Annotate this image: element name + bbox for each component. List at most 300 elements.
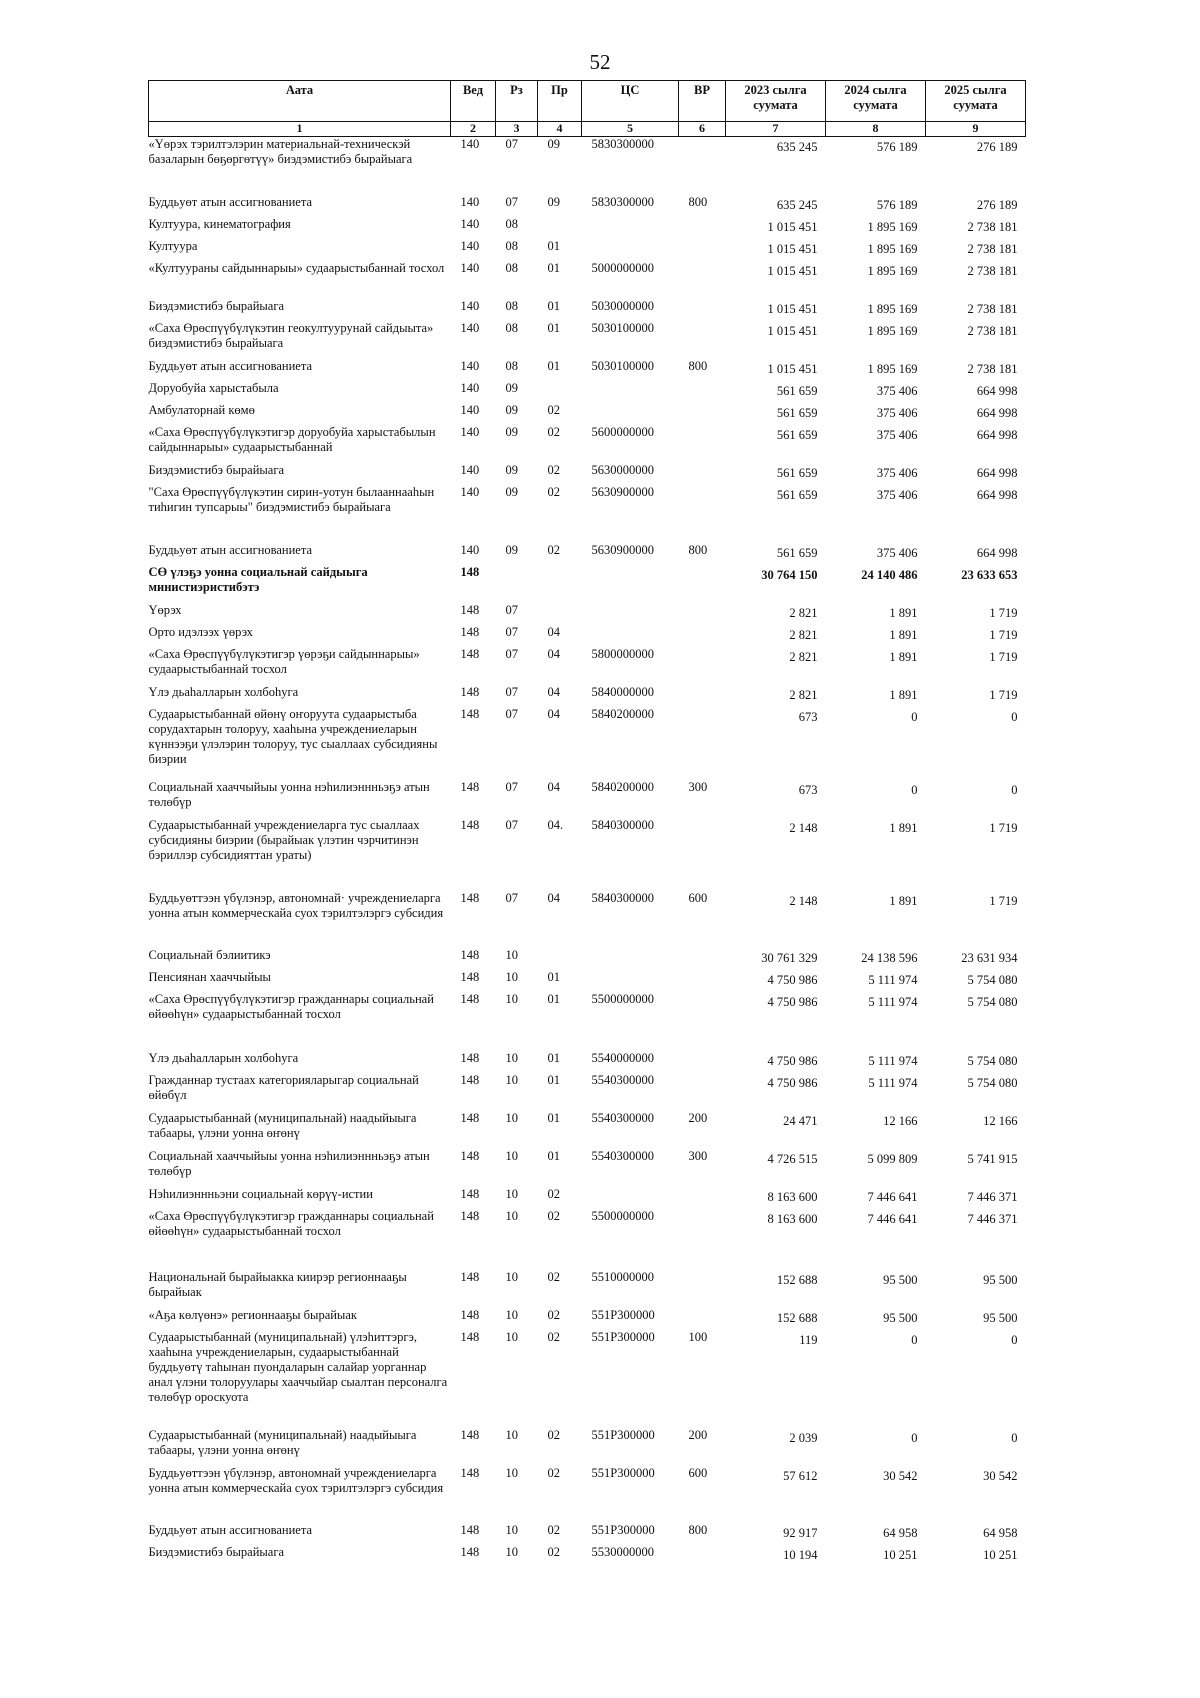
table-row: [149, 891, 1026, 948]
header-pr: Пр: [538, 81, 582, 122]
cell-y2024: 1 891: [889, 821, 918, 835]
cell-vr: [679, 321, 726, 359]
cell-cs: 5830300000: [591, 195, 654, 209]
cell-name: Буддьуөт атын ассигнованиета: [148, 195, 313, 209]
cell-cs: 5030100000: [591, 359, 654, 373]
cell-ved: 148: [460, 948, 480, 962]
table-row: [149, 261, 1026, 299]
cell-y2024: 576 189: [876, 198, 918, 212]
table-row: [149, 1308, 1026, 1330]
cell-pr: 04: [547, 647, 560, 661]
cell-cs: 5500000000: [591, 992, 654, 1006]
cell-name: Национальнай бырайыакка киирэр регионнааҕы бырайыак: [148, 1270, 407, 1299]
cell-pr: 02: [547, 485, 560, 499]
cell-ved: 148: [460, 818, 480, 832]
cell-y2025: 23 631 934: [961, 951, 1018, 965]
cell-vr: [679, 818, 726, 891]
cell-cs: 551P300000: [591, 1523, 655, 1537]
table-row: [149, 543, 1026, 565]
cell-y2025: 5 754 080: [967, 995, 1018, 1009]
cell-ved: 148: [460, 1073, 480, 1087]
table-row: [149, 818, 1026, 891]
cell-y2023: 2 148: [789, 894, 818, 908]
cell-pr: 01: [547, 359, 560, 373]
cell-vr: [679, 463, 726, 485]
cell-name: Култуура: [148, 239, 198, 253]
cell-y2024: 375 406: [876, 406, 918, 420]
cell-y2025: 5 754 080: [967, 1054, 1018, 1068]
cell-cs: 5030000000: [591, 299, 654, 313]
header-2024: 2024 сылга суумата: [826, 81, 926, 122]
table-row: [149, 463, 1026, 485]
cell-pr: 01: [547, 970, 560, 984]
cell-rz: 07: [505, 707, 518, 721]
table-row: [149, 1111, 1026, 1149]
cell-cs: 5540000000: [591, 1051, 654, 1065]
table-row: [149, 485, 1026, 543]
cell-y2025: 664 998: [976, 384, 1018, 398]
table-row: [149, 707, 1026, 780]
cell-pr: 01: [547, 1111, 560, 1125]
cell-name: Үлэ дьаһалларын холбоһуга: [148, 1051, 299, 1065]
header-ved: Вед: [451, 81, 496, 122]
cell-rz: 08: [505, 217, 518, 231]
cell-pr: 02: [547, 1270, 560, 1284]
cell-vr: [679, 403, 726, 425]
cell-y2023: 1 015 451: [767, 324, 818, 338]
cell-pr: 01: [547, 1073, 560, 1087]
cell-rz: 07: [505, 818, 518, 832]
table-row: [149, 381, 1026, 403]
cell-cs: [582, 565, 679, 603]
cell-name: «Саха Өрөспүүбүлүкэтигэр гражданнары социальнай өйөөһүн» судаарыстыбаннай тосхол: [148, 992, 434, 1021]
cell-rz: 07: [505, 891, 518, 905]
cell-rz: 10: [505, 1330, 518, 1344]
cell-pr: 02: [547, 1330, 560, 1344]
cell-vr: 200: [688, 1111, 708, 1125]
cell-pr: 04.: [547, 818, 564, 832]
cell-y2024: 7 446 641: [867, 1190, 918, 1204]
cell-y2024: 375 406: [876, 428, 918, 442]
cell-pr: 02: [547, 1308, 560, 1322]
cell-y2023: 4 750 986: [767, 1076, 818, 1090]
cell-vr: [679, 1545, 726, 1567]
cell-cs: 5500000000: [591, 1209, 654, 1223]
cell-name: Социальнай бэлиитикэ: [148, 948, 271, 962]
cell-ved: 140: [460, 425, 480, 439]
header-cs: ЦС: [582, 81, 679, 122]
cell-pr: 02: [547, 1428, 560, 1442]
cell-cs: [582, 239, 679, 261]
cell-y2023: 1 015 451: [767, 264, 818, 278]
cell-vr: [679, 137, 726, 196]
cell-cs: 5540300000: [591, 1149, 654, 1163]
cell-y2024: 1 895 169: [867, 264, 918, 278]
cell-y2025: 1 719: [989, 628, 1018, 642]
cell-y2023: 8 163 600: [767, 1212, 818, 1226]
cell-y2023: 4 726 515: [767, 1152, 818, 1166]
cell-vr: [679, 1308, 726, 1330]
cell-vr: [679, 1187, 726, 1209]
cell-y2023: 24 471: [783, 1114, 818, 1128]
cell-y2023: 4 750 986: [767, 1054, 818, 1068]
cell-vr: 800: [688, 543, 708, 557]
cell-rz: 07: [505, 685, 518, 699]
cell-y2025: 664 998: [976, 546, 1018, 560]
cell-name: Амбулаторнай көмө: [148, 403, 255, 417]
cell-y2024: 1 895 169: [867, 324, 918, 338]
cell-rz: 09: [505, 425, 518, 439]
cell-rz: 10: [505, 948, 518, 962]
cell-y2025: 2 738 181: [967, 324, 1018, 338]
cell-rz: 09: [505, 381, 518, 395]
cell-pr: 04: [547, 685, 560, 699]
cell-vr: [679, 239, 726, 261]
cell-y2023: 635 245: [776, 198, 818, 212]
cell-cs: [582, 1187, 679, 1209]
cell-pr: [538, 217, 582, 239]
cell-rz: 10: [505, 1428, 518, 1442]
cell-name: Нэһилиэннньэни социальнай көрүү-истии: [148, 1187, 373, 1201]
cell-rz: 08: [505, 359, 518, 373]
cell-y2024: 1 891: [889, 650, 918, 664]
cell-name: СӨ үлэҕэ уонна социальнай сайдыыга министиэристибэтэ: [148, 565, 368, 594]
cell-ved: 148: [460, 1149, 480, 1163]
cell-y2025: 5 754 080: [967, 1076, 1018, 1090]
cell-cs: 551P300000: [591, 1466, 655, 1480]
table-row: [149, 217, 1026, 239]
cell-name: «Саха Өрөспүүбүлүкэтигэр үөрэҕи сайдыннарыы» судаарыстыбаннай тосхол: [148, 647, 420, 676]
cell-rz: 09: [505, 403, 518, 417]
cell-y2023: 2 821: [789, 688, 818, 702]
cell-ved: 140: [460, 299, 480, 313]
cell-cs: [582, 403, 679, 425]
cell-y2023: 561 659: [776, 428, 818, 442]
table-row: [149, 137, 1026, 196]
cell-rz: 08: [505, 239, 518, 253]
cell-cs: [582, 948, 679, 970]
cell-cs: [582, 603, 679, 625]
cell-rz: 07: [505, 137, 518, 151]
cell-y2023: 1 015 451: [767, 220, 818, 234]
cell-ved: 148: [460, 625, 480, 639]
cell-vr: 300: [688, 780, 708, 794]
cell-y2024: 1 891: [889, 894, 918, 908]
cell-y2023: 30 761 329: [761, 951, 818, 965]
cell-rz: 07: [505, 780, 518, 794]
table-row: [149, 1330, 1026, 1428]
cell-y2024: 5 099 809: [867, 1152, 918, 1166]
cell-pr: 02: [547, 543, 560, 557]
cell-y2024: 1 891: [889, 688, 918, 702]
cell-rz: 10: [505, 1270, 518, 1284]
cell-name: «Саха Өрөспүүбүлүкэтигэр гражданнары социальнай өйөөһүн» судаарыстыбаннай тосхол: [148, 1209, 434, 1238]
cell-y2024: 0: [911, 783, 918, 797]
cell-ved: 148: [460, 891, 480, 905]
cell-vr: [679, 299, 726, 321]
cell-y2025: 0: [1011, 710, 1018, 724]
cell-vr: [679, 565, 726, 603]
cell-y2024: 95 500: [883, 1273, 918, 1287]
cell-cs: 5840300000: [591, 891, 654, 905]
cell-y2023: 92 917: [783, 1526, 818, 1540]
cell-cs: 551P300000: [591, 1428, 655, 1442]
cell-ved: 148: [460, 1545, 480, 1559]
cell-y2025: 2 738 181: [967, 302, 1018, 316]
table-row: [149, 565, 1026, 603]
cell-pr: 09: [547, 137, 560, 151]
cell-name: Биэдэмистибэ бырайыага: [148, 463, 285, 477]
column-number: 5: [582, 122, 679, 137]
cell-ved: 148: [460, 647, 480, 661]
column-number: 7: [726, 122, 826, 137]
column-number: 8: [826, 122, 926, 137]
cell-name: Судаарыстыбаннай (муниципальнай) наадыйыыга табаары, үлэни уонна өҥөнү: [148, 1428, 417, 1457]
table-row: [149, 992, 1026, 1051]
cell-y2024: 5 111 974: [868, 1054, 918, 1068]
cell-cs: 551P300000: [591, 1330, 655, 1344]
cell-y2024: 375 406: [876, 546, 918, 560]
cell-name: Орто идэлээх үөрэх: [148, 625, 253, 639]
cell-y2024: 375 406: [876, 488, 918, 502]
cell-cs: 5840000000: [591, 685, 654, 699]
cell-y2025: 0: [1011, 783, 1018, 797]
cell-y2023: 1 015 451: [767, 362, 818, 376]
cell-rz: 07: [505, 625, 518, 639]
cell-ved: 148: [460, 970, 480, 984]
cell-y2025: 0: [1011, 1333, 1018, 1347]
cell-vr: [679, 1270, 726, 1308]
cell-vr: 600: [688, 1466, 708, 1480]
cell-name: Пенсиянан хааччыйыы: [148, 970, 271, 984]
header-name: Аата: [149, 81, 451, 122]
table-row: [149, 425, 1026, 463]
header-vr: ВР: [679, 81, 726, 122]
cell-pr: [538, 948, 582, 970]
cell-name: "Саха Өрөспүүбүлүкэтин сирин-уотун былааннааһын тиһигин тупсарыы" биэдэмистибэ бырайыага: [148, 485, 435, 514]
cell-y2023: 561 659: [776, 384, 818, 398]
cell-y2023: 4 750 986: [767, 995, 818, 1009]
cell-vr: 800: [688, 195, 708, 209]
cell-name: Социальнай хааччыйыы уонна нэһилиэннньэҕэ атын төлөбүр: [148, 780, 430, 809]
cell-vr: 300: [688, 1149, 708, 1163]
table-row: [149, 685, 1026, 707]
cell-y2025: 664 998: [976, 406, 1018, 420]
cell-rz: 10: [505, 992, 518, 1006]
cell-y2025: 5 741 915: [967, 1152, 1018, 1166]
cell-name: Биэдэмистибэ бырайыага: [148, 1545, 285, 1559]
cell-cs: [582, 970, 679, 992]
cell-pr: 04: [547, 625, 560, 639]
cell-y2024: 24 138 596: [861, 951, 918, 965]
cell-y2025: 664 998: [976, 428, 1018, 442]
cell-vr: [679, 707, 726, 780]
cell-vr: [679, 485, 726, 543]
cell-y2024: 95 500: [883, 1311, 918, 1325]
cell-y2025: 0: [1011, 1431, 1018, 1445]
cell-cs: 5840200000: [591, 780, 654, 794]
cell-pr: 01: [547, 299, 560, 313]
cell-y2025: 5 754 080: [967, 973, 1018, 987]
table-row: [149, 647, 1026, 685]
cell-ved: 148: [460, 603, 480, 617]
cell-y2025: 664 998: [976, 466, 1018, 480]
cell-y2023: 10 194: [783, 1548, 818, 1562]
cell-y2025: 10 251: [983, 1548, 1018, 1562]
cell-ved: 148: [460, 1051, 480, 1065]
cell-y2023: 2 821: [789, 606, 818, 620]
cell-rz: 07: [505, 603, 518, 617]
cell-y2025: 1 719: [989, 688, 1018, 702]
cell-y2024: 375 406: [876, 384, 918, 398]
cell-y2025: 95 500: [983, 1311, 1018, 1325]
cell-pr: [538, 565, 582, 603]
cell-ved: 148: [460, 780, 480, 794]
cell-name: «Култуураны сайдыннарыы» судаарыстыбаннай тосхол: [148, 261, 445, 275]
cell-y2025: 30 542: [983, 1469, 1018, 1483]
cell-pr: 01: [547, 239, 560, 253]
cell-rz: 10: [505, 970, 518, 984]
cell-ved: 140: [460, 321, 480, 335]
table-row: [149, 1149, 1026, 1187]
cell-vr: [679, 603, 726, 625]
cell-vr: [679, 381, 726, 403]
cell-vr: 200: [688, 1428, 708, 1442]
cell-name: Социальнай хааччыйыы уонна нэһилиэннньэҕэ атын төлөбүр: [148, 1149, 430, 1178]
cell-cs: 5630900000: [591, 543, 654, 557]
cell-ved: 148: [460, 1428, 480, 1442]
cell-ved: 148: [460, 1187, 480, 1201]
cell-y2023: 1 015 451: [767, 242, 818, 256]
cell-y2024: 576 189: [876, 140, 918, 154]
table-row: [149, 1187, 1026, 1209]
cell-y2023: 57 612: [783, 1469, 818, 1483]
cell-vr: [679, 425, 726, 463]
cell-cs: [582, 625, 679, 647]
cell-rz: 10: [505, 1209, 518, 1223]
cell-y2024: 5 111 974: [868, 995, 918, 1009]
cell-rz: 10: [505, 1308, 518, 1322]
cell-pr: 04: [547, 891, 560, 905]
cell-y2024: 12 166: [883, 1114, 918, 1128]
cell-name: Буддьуөттээн үбүлэнэр, автономнай· учреждениеларга уонна атын коммерческайа суох тэрилтэлэргэ субсидия: [148, 891, 444, 920]
header-2023: 2023 сылга суумата: [726, 81, 826, 122]
cell-y2023: 2 821: [789, 650, 818, 664]
cell-pr: 02: [547, 425, 560, 439]
cell-pr: 01: [547, 321, 560, 335]
cell-y2025: 1 719: [989, 821, 1018, 835]
cell-pr: 01: [547, 992, 560, 1006]
cell-rz: 10: [505, 1545, 518, 1559]
cell-name: Судаарыстыбаннай (муниципальнай) үлэһиттэргэ, хааһына учреждениеларын, судаарыстыбаннай буддьуөтү таһынан пуондаларын салайар уорганнар анал үлэни толоруулары хааччыйар сыалтан персоналга төлөбүр ороскуота: [148, 1330, 448, 1404]
cell-y2024: 0: [911, 1431, 918, 1445]
column-number: 2: [451, 122, 496, 137]
cell-y2025: 23 633 653: [961, 568, 1018, 582]
cell-pr: 02: [547, 463, 560, 477]
cell-ved: 148: [460, 1466, 480, 1480]
cell-rz: 08: [505, 299, 518, 313]
cell-cs: [582, 381, 679, 403]
cell-ved: 140: [460, 195, 480, 209]
cell-vr: [679, 1051, 726, 1073]
cell-pr: [538, 381, 582, 403]
cell-y2024: 1 895 169: [867, 242, 918, 256]
cell-ved: 148: [460, 992, 480, 1006]
cell-pr: 02: [547, 1209, 560, 1223]
cell-ved: 140: [460, 381, 480, 395]
cell-cs: 551P300000: [591, 1308, 655, 1322]
cell-y2024: 1 895 169: [867, 302, 918, 316]
table-row: [149, 1466, 1026, 1523]
cell-rz: 10: [505, 1187, 518, 1201]
cell-y2024: 1 891: [889, 606, 918, 620]
column-number: 6: [679, 122, 726, 137]
header-row: [149, 81, 1026, 122]
table-row: [149, 1428, 1026, 1466]
cell-y2023: 561 659: [776, 466, 818, 480]
cell-ved: 140: [460, 137, 480, 151]
cell-ved: 140: [460, 261, 480, 275]
cell-y2023: 635 245: [776, 140, 818, 154]
column-number: 4: [538, 122, 582, 137]
cell-vr: [679, 217, 726, 239]
cell-y2025: 1 719: [989, 894, 1018, 908]
cell-ved: 148: [460, 1111, 480, 1125]
cell-vr: 100: [688, 1330, 708, 1344]
cell-y2025: 1 719: [989, 650, 1018, 664]
cell-vr: [679, 948, 726, 970]
cell-name: Үлэ дьаһалларын холбоһуга: [148, 685, 299, 699]
cell-ved: 140: [460, 463, 480, 477]
cell-y2023: 152 688: [776, 1311, 818, 1325]
cell-y2023: 561 659: [776, 406, 818, 420]
cell-pr: 02: [547, 1187, 560, 1201]
cell-y2025: 7 446 371: [967, 1190, 1018, 1204]
cell-y2024: 375 406: [876, 466, 918, 480]
cell-y2024: 0: [911, 710, 918, 724]
cell-pr: 02: [547, 1523, 560, 1537]
cell-rz: 07: [505, 647, 518, 661]
cell-y2025: 276 189: [976, 140, 1018, 154]
cell-rz: 10: [505, 1149, 518, 1163]
cell-y2025: 664 998: [976, 488, 1018, 502]
cell-y2023: 561 659: [776, 546, 818, 560]
table-row: [149, 625, 1026, 647]
table-row: [149, 1073, 1026, 1111]
table-body: [149, 137, 1026, 1568]
cell-ved: 148: [460, 1308, 480, 1322]
cell-rz: 09: [505, 543, 518, 557]
cell-cs: 5540300000: [591, 1073, 654, 1087]
cell-y2025: 7 446 371: [967, 1212, 1018, 1226]
cell-vr: [679, 647, 726, 685]
cell-cs: 5800000000: [591, 647, 654, 661]
cell-name: «Аҕа көлүөнэ» регионнааҕы бырайыак: [148, 1308, 357, 1322]
table-row: [149, 239, 1026, 261]
table-row: [149, 1523, 1026, 1545]
cell-name: Судаарыстыбаннай учреждениеларга тус сыаллаах субсидияны биэрии (бырайыак үлэтин чэрчитинэн бэриллэр субсидияттан ураты): [148, 818, 420, 862]
cell-cs: 5630000000: [591, 463, 654, 477]
cell-ved: 148: [460, 1523, 480, 1537]
cell-cs: 5510000000: [591, 1270, 654, 1284]
cell-y2023: 561 659: [776, 488, 818, 502]
cell-rz: 10: [505, 1466, 518, 1480]
cell-y2024: 30 542: [883, 1469, 918, 1483]
cell-pr: 01: [547, 261, 560, 275]
table-row: [149, 948, 1026, 970]
cell-y2024: 5 111 974: [868, 973, 918, 987]
cell-rz: 10: [505, 1051, 518, 1065]
